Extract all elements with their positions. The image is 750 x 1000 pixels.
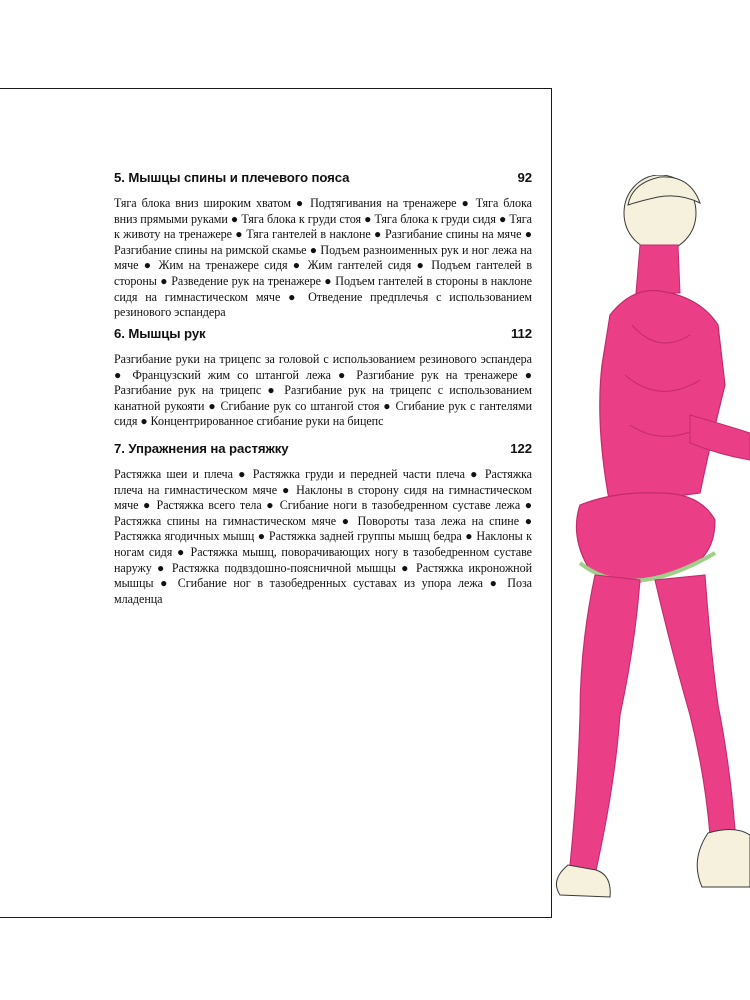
glute-muscles xyxy=(576,493,715,584)
section-page-number: 112 xyxy=(511,326,532,341)
section-page-number: 92 xyxy=(517,170,532,185)
section-back-shoulders xyxy=(114,170,532,321)
section-page-number: 122 xyxy=(510,441,532,456)
section-title: 5. Мышцы спины и плечевого пояса xyxy=(114,170,350,185)
section-exercise-list: Разгибание руки на трицепс за головой с использованием резинового эспандера ● Французский жим со штангой лежа ● Разгибание рук на тренажере ● Разгибание рук на трицепс ● Разгибание рук на трицепс с использованием канатной рукояти ● Сгибание рук со штангой стоя ● Сгибание рук с гантелями сидя ● Концентрированное сгибание руки на бицепс xyxy=(114,352,532,429)
section-header xyxy=(114,326,532,341)
section-exercise-list: Тяга блока вниз широким хватом ● Подтягивания на тренажере ● Тяга блока вниз прямыми руками ● Тяга блока к груди стоя ● Тяга блока к груди сидя ● Тяга к животу на тренажере ● Тяга гантелей в наклоне ● Разгибание спины на мяче ● Разгибание спины на римской скамье ● Подъем разноименных рук и ног лежа на мяче ● Жим на тренажере сидя ● Жим гантелей сидя ● Подъем гантелей в стороны ● Разведение рук на тренажере ● Подъем гантелей в стороны в наклоне сидя на гимнастическом мяче ● Отведение предплечья с использованием резинового эспандера xyxy=(114,196,532,320)
neck-muscles xyxy=(636,245,680,293)
back-muscles xyxy=(600,291,725,506)
anatomy-figure-illustration xyxy=(540,175,750,905)
section-arms xyxy=(114,326,532,430)
section-exercise-list: Растяжка шеи и плеча ● Растяжка груди и передней части плеча ● Растяжка плеча на гимнастическом мяче ● Наклоны в сторону сидя на гимнастическом мяче ● Растяжка всего тела ● Сгибание ноги в тазобедренном суставе лежа ● Растяжка спины на гимнастическом мяче ● Повороты таза лежа на спине ● Растяжка ягодичных мышц ● Растяжка задней группы мышц бедра ● Наклоны к ногам сидя ● Растяжка мышц, поворачивающих ногу в тазобедренном суставе наружу ● Растяжка подвздошно-поясничной мышцы ● Растяжка икроножной мышцы ● Сгибание ног в тазобедренных суставах из упора лежа ● Поза младенца xyxy=(114,467,532,606)
left-leg-muscles xyxy=(570,575,640,875)
section-stretching xyxy=(114,441,532,607)
section-header xyxy=(114,170,532,185)
section-header xyxy=(114,441,532,456)
section-title: 7. Упражнения на растяжку xyxy=(114,441,289,456)
right-shoe xyxy=(697,829,750,887)
right-leg-muscles xyxy=(655,575,735,835)
section-title: 6. Мышцы рук xyxy=(114,326,206,341)
left-shoe xyxy=(556,865,610,897)
